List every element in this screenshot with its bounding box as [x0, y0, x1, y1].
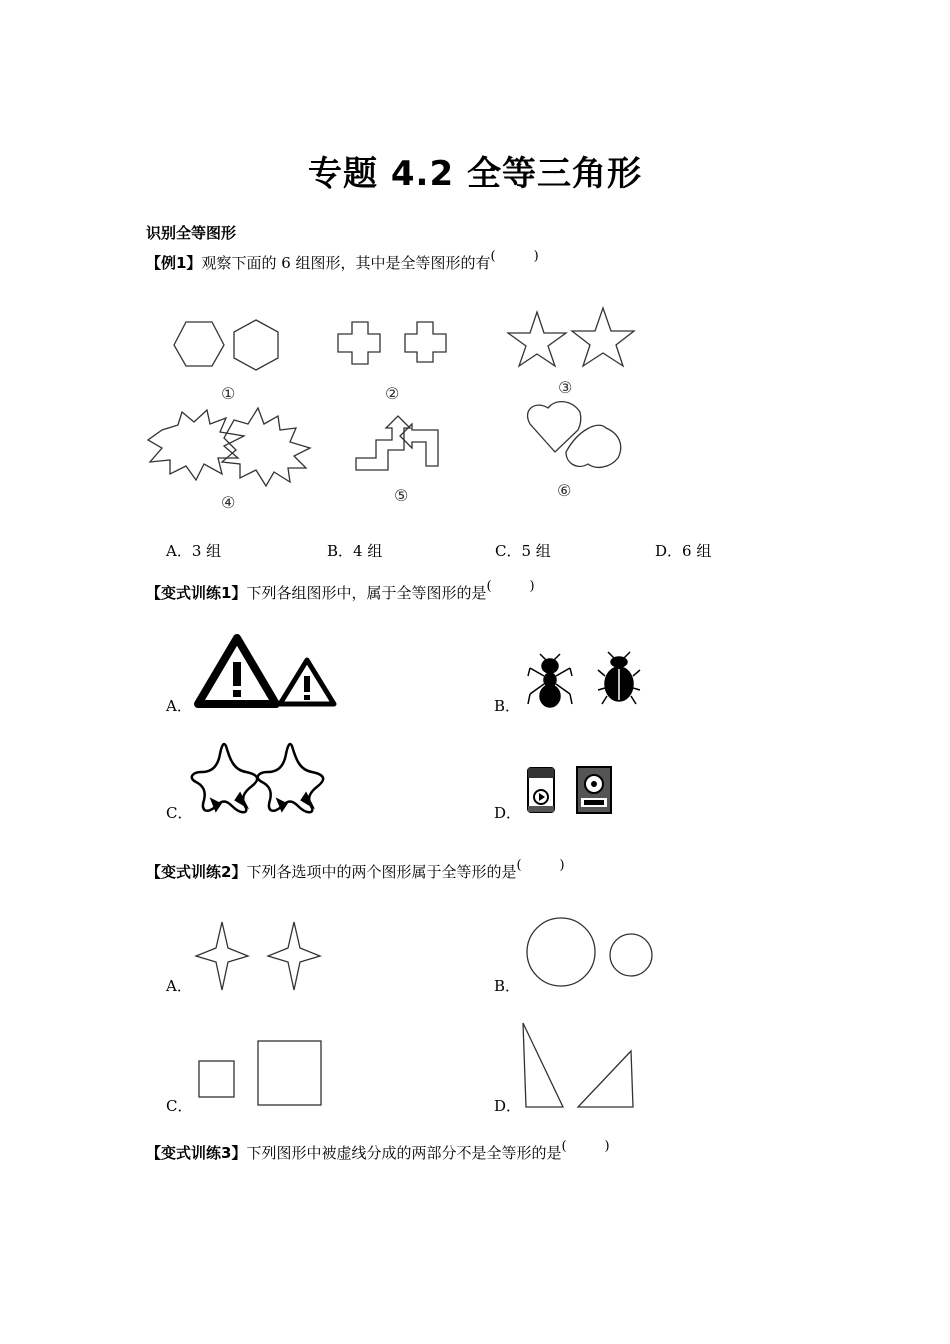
variant1-option-c: C．: [166, 804, 193, 822]
variant2-text: 下列各选项中的两个图形属于全等形的是: [246, 863, 517, 881]
example1-option-b: B．4 组: [327, 542, 383, 560]
four-point-star-shape: [268, 922, 320, 990]
variant2-paren-open: (: [516, 858, 522, 873]
tall-triangle-shape: [523, 1023, 563, 1107]
variant1-paren-close: ): [529, 579, 535, 594]
circle-shape: [610, 934, 652, 976]
example1-tag: 【例1】: [146, 254, 202, 272]
example1-option-d: D．6 组: [655, 542, 712, 560]
variant2-tag: 【变式训练2】: [146, 863, 247, 881]
variant3-question: [146, 1139, 610, 1163]
figure-number-3: ③: [558, 378, 573, 397]
example1-paren-open: (: [490, 249, 496, 264]
variant2-option-b: B．: [494, 977, 521, 995]
figure-number-4: ④: [221, 493, 236, 512]
variant1-paren-open: (: [486, 579, 492, 594]
variant2-option-a: A．: [166, 977, 192, 995]
four-point-star-shape: [196, 922, 248, 990]
variant2-option-c: C．: [166, 1097, 193, 1115]
variant3-text: 下列图形中被虚线分成的两部分不是全等形的是: [246, 1144, 562, 1162]
wide-triangle-shape: [578, 1051, 633, 1107]
variant3-paren-close: ): [604, 1139, 610, 1154]
figure-number-1: ①: [221, 384, 236, 403]
variant1-option-d: D．: [494, 804, 522, 822]
variant3-paren-open: (: [561, 1139, 567, 1154]
variant1-option-b: B．: [494, 697, 521, 715]
figure-number-2: ②: [385, 384, 400, 403]
section-heading: 识别全等图形: [146, 224, 237, 242]
figure-number-5: ⑤: [394, 486, 409, 505]
variant1-tag: 【变式训练1】: [146, 584, 247, 602]
variant1-text: 下列各组图形中，属于全等图形的是: [246, 584, 487, 602]
example1-paren-close: ): [533, 249, 539, 264]
example1-option-a: A．3 组: [166, 542, 222, 560]
circle-shape: [527, 918, 595, 986]
small-square-shape: [199, 1061, 234, 1097]
variant2-option-d: D．: [494, 1097, 522, 1115]
variant3-tag: 【变式训练3】: [146, 1144, 247, 1162]
page-title: 专题 4.2 全等三角形: [308, 154, 642, 194]
example1-option-c: C．5 组: [495, 542, 551, 560]
variant2-paren-close: ): [559, 858, 565, 873]
example1-text: 观察下面的 6 组图形，其中是全等图形的有: [201, 254, 491, 272]
variant1-option-a: A．: [166, 697, 192, 715]
large-square-shape: [258, 1041, 321, 1105]
figure-number-6: ⑥: [557, 481, 572, 500]
